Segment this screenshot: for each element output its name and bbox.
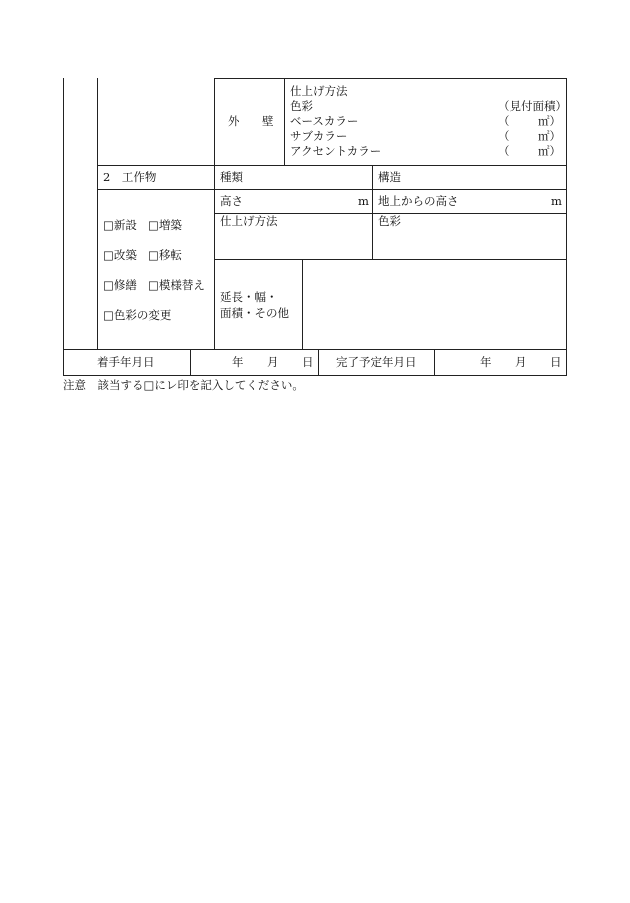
checkbox-new-construction[interactable]: □新設 (103, 218, 137, 232)
wall-label-left: 外 (228, 114, 240, 128)
wall-row-base-name: ベースカラー (290, 114, 359, 128)
rule-dims-split (302, 259, 303, 349)
rule-structures-top (97, 165, 567, 166)
height-unit: m (358, 194, 369, 208)
structures-section-label: 2 工作物 (103, 170, 157, 184)
height-from-ground-label: 地上からの高さ (378, 194, 459, 208)
checkbox-relocation[interactable]: □移転 (148, 248, 182, 262)
rule-dates-top (63, 349, 567, 350)
start-date-year: 年 (232, 355, 244, 369)
rule-dates-bottom (63, 375, 567, 376)
start-date-label: 着手年月日 (97, 355, 155, 369)
rule-table-right (566, 78, 567, 375)
rule-date-2 (318, 349, 319, 375)
start-date-day: 日 (302, 355, 314, 369)
wall-row-base-unit: ㎡） (538, 114, 561, 128)
checkbox-extension[interactable]: □増築 (148, 218, 182, 232)
structures-type-label: 種類 (220, 170, 243, 184)
wall-color: 色彩 (290, 99, 313, 113)
wall-row-sub-unit: ㎡） (538, 129, 561, 143)
checkbox-remodel[interactable]: □模様替え (148, 278, 205, 292)
start-date-month: 月 (267, 355, 279, 369)
completion-date-year: 年 (480, 355, 492, 369)
wall-row-sub-name: サブカラー (290, 129, 348, 143)
checkbox-color-change[interactable]: □色彩の変更 (103, 308, 172, 322)
rule-mid-split (372, 165, 373, 259)
completion-date-month: 月 (515, 355, 527, 369)
dims-label-line2: 面積・その他 (220, 306, 289, 320)
completion-date-day: 日 (550, 355, 562, 369)
dims-label-line1: 延長・幅・ (220, 290, 278, 304)
wall-row-accent-open: （ (498, 144, 510, 158)
wall-row-accent-name: アクセントカラー (290, 144, 382, 158)
rule-finish-row-bottom (214, 259, 567, 260)
note-text: 注意 該当する□にレ印を記入してください。 (63, 378, 304, 392)
checkbox-reconstruction[interactable]: □改築 (103, 248, 137, 262)
rule-wall-label-right (284, 78, 285, 165)
wall-row-sub-open: （ (498, 129, 510, 143)
completion-date-label: 完了予定年月日 (336, 355, 417, 369)
rule-date-1 (190, 349, 191, 375)
structures-color: 色彩 (378, 214, 401, 228)
wall-visible-area: （見付面積） (498, 99, 567, 113)
height-from-ground-unit: m (551, 194, 562, 208)
rule-date-3 (434, 349, 435, 375)
wall-row-base-open: （ (498, 114, 510, 128)
rule-inner-left (97, 78, 98, 349)
structures-structure-label: 構造 (378, 170, 401, 184)
rule-type-row-bottom (97, 189, 567, 190)
rule-top (214, 78, 567, 79)
rule-category-right (214, 78, 215, 349)
height-label: 高さ (220, 194, 243, 208)
wall-label-right: 壁 (262, 114, 274, 128)
wall-row-accent-unit: ㎡） (538, 144, 561, 158)
wall-finish-method: 仕上げ方法 (290, 84, 348, 98)
structures-finish-method: 仕上げ方法 (220, 214, 278, 228)
rule-outer-left (63, 78, 64, 375)
checkbox-repair[interactable]: □修繕 (103, 278, 137, 292)
